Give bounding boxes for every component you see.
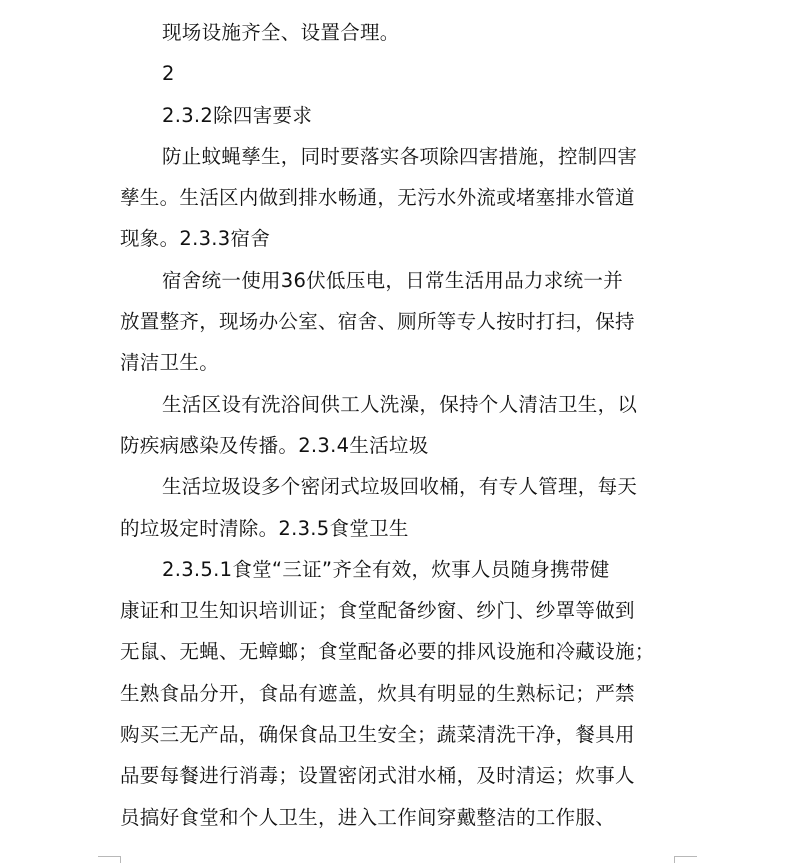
paragraph-line: 品要每餐进行消毒；设置密闭式泔水桶，及时清运；炊事人: [120, 764, 635, 788]
page-corner-mark-right: [674, 856, 697, 863]
section-heading: 2.3.2除四害要求: [162, 103, 313, 127]
paragraph-line: 2.3.5.1食堂“三证”齐全有效，炊事人员随身携带健: [162, 557, 610, 581]
document-body: [120, 12, 675, 838]
paragraph-line: 清洁卫生。: [120, 351, 220, 375]
paragraph-line: 防疾病感染及传播。2.3.4生活垃圾: [120, 433, 429, 457]
paragraph-line: 宿舍统一使用36伏低压电，日常生活用品力求统一并: [162, 268, 624, 292]
paragraph-line: 无鼠、无蝇、无蟑螂；食堂配备必要的排风设施和冷藏设施；: [120, 640, 655, 664]
paragraph-line: 生活区设有洗浴间供工人洗澡，保持个人清洁卫生，以: [162, 392, 638, 416]
paragraph-line: 员搞好食堂和个人卫生，进入工作间穿戴整洁的工作服、: [120, 805, 616, 829]
paragraph-line: 防止蚊蝇孳生，同时要落实各项除四害措施，控制四害: [162, 144, 638, 168]
page-corner-mark-left: [98, 856, 121, 863]
paragraph-line: 现场设施齐全、设置合理。: [162, 21, 400, 44]
paragraph-line: 的垃圾定时清除。2.3.5食堂卫生: [120, 516, 409, 540]
paragraph-line: 孳生。生活区内做到排水畅通，无污水外流或堵塞排水管道: [120, 186, 635, 210]
page-number-text: 2: [162, 62, 175, 86]
paragraph-line: 购买三无产品，确保食品卫生安全；蔬菜清洗干净，餐具用: [120, 723, 635, 747]
paragraph-line: 生活垃圾设多个密闭式垃圾回收桶，有专人管理，每天: [162, 475, 638, 499]
paragraph-line: 现象。2.3.3宿舍: [120, 227, 271, 251]
paragraph-line: 康证和卫生知识培训证；食堂配备纱窗、纱门、纱罩等做到: [120, 599, 635, 623]
paragraph-line: 放置整齐，现场办公室、宿舍、厕所等专人按时打扫，保持: [120, 310, 635, 334]
paragraph-line: 生熟食品分开，食品有遮盖，炊具有明显的生熟标记；严禁: [120, 681, 635, 705]
